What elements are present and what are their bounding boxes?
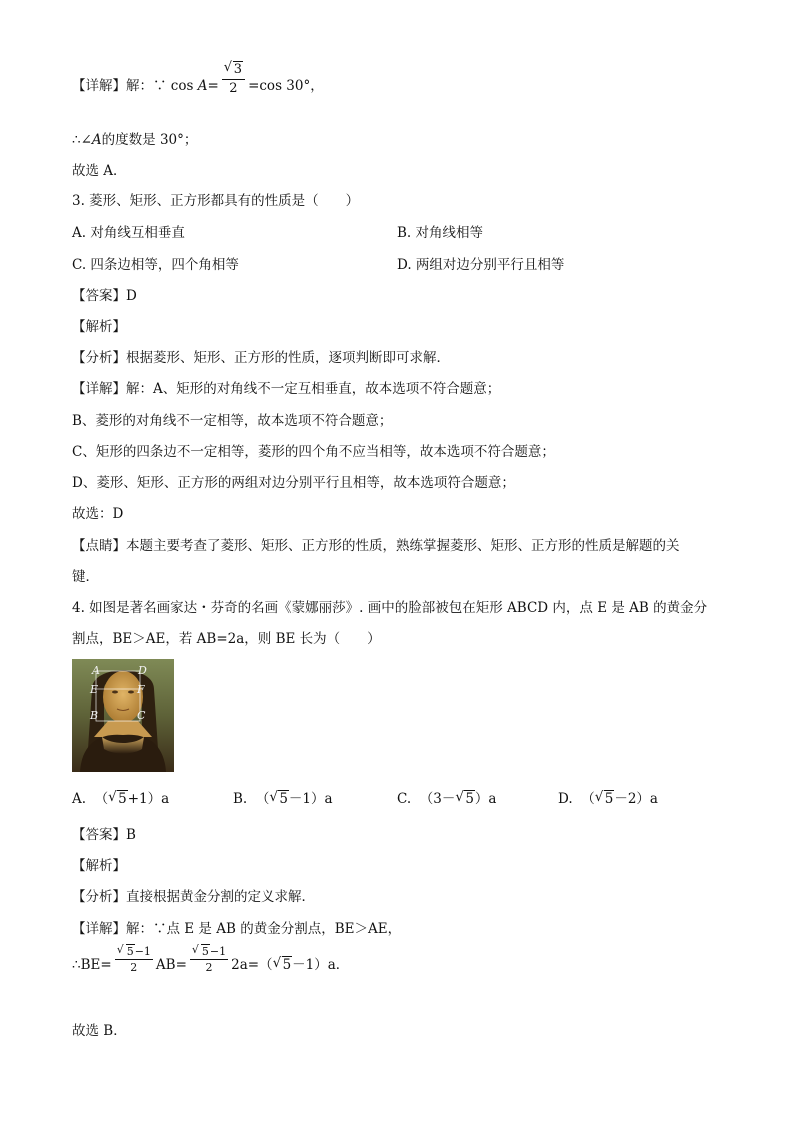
q4-choose: 故选 B． [72, 1023, 127, 1039]
q4-option-b: B. （ √ 5－1）a [233, 789, 333, 807]
q3-option-b: B. 对角线相等 [397, 225, 484, 241]
q3-option-d: D. 两组对边分别平行且相等 [397, 257, 565, 273]
sqrt-symbol: √ 5 [594, 789, 614, 807]
question-3-stem: 3. 菱形、矩形、正方形都具有的性质是（ ） [72, 193, 360, 209]
cos-text: cos [170, 78, 194, 94]
sqrt-symbol: √ 5 [269, 789, 288, 807]
golden-ratio-fraction-2: √ 5−1 2 [191, 943, 227, 974]
q3-detail-line-4: D、菱形、矩形、正方形的两组对边分别平行且相等，故本选项符合题意； [72, 475, 515, 491]
figure-label-b: B [90, 709, 99, 722]
q4-analysis-tag: 【解析】 [72, 858, 126, 874]
q4-formula-line: ∴BE= √ 5−1 2 AB= √ 5−1 2 2a=（ √ 5－1）a． [72, 943, 350, 974]
sqrt-symbol: √ 5 [108, 789, 127, 807]
question-4-stem-2: 割点，BE＞AE，若 AB=2a，则 BE 长为（ ） [72, 631, 381, 647]
detail-tag: 【详解】 [72, 78, 126, 94]
q3-comment-line-1: 【点睛】本题主要考查了菱形、矩形、正方形的性质，熟练掌握菱形、矩形、正方形的性质是解题的关 [72, 538, 680, 554]
sqrt-symbol: √ 3 [223, 60, 243, 77]
equals-1: = [207, 78, 219, 94]
detail-prefix: 解：∵ [126, 78, 167, 94]
q4-analysis: 【分析】直接根据黄金分割的定义求解． [72, 889, 315, 905]
var-a: A [197, 78, 208, 94]
q3-choose: 故选：D [72, 506, 124, 522]
q4-option-d: D. （ √ 5－2）a [558, 789, 658, 807]
fraction-sqrt3-over-2: √ 3 2 [222, 62, 245, 97]
figure-label-d: D [138, 664, 147, 677]
sqrt-symbol: √ 5 [455, 789, 474, 807]
figure-label-c: C [137, 709, 146, 722]
golden-ratio-fraction-1: √ 5−1 2 [116, 943, 151, 974]
q3-detail-line-2: B、菱形的对角线不一定相等，故本选项不符合题意； [72, 413, 393, 429]
equals-2: = [248, 78, 260, 94]
q4-option-c: C. （3－ √ 5）a [397, 789, 497, 807]
detail-line-cos: 【详解】解：∵ cos A= √ 3 2 =cos 30°， [72, 60, 324, 96]
q4-option-a: A. （ √ 5+1）a [72, 789, 170, 807]
mona-lisa-figure [72, 659, 174, 772]
q3-detail-line-1: 【详解】解：A、矩形的对角线不一定互相垂直，故本选项不符合题意； [72, 381, 501, 397]
q4-detail: 【详解】解：∵点 E 是 AB 的黄金分割点，BE＞AE， [72, 921, 402, 937]
q3-detail-line-3: C、矩形的四条边不一定相等，菱形的四个角不应当相等，故本选项不符合题意； [72, 444, 555, 460]
q3-analysis: 【分析】根据菱形、矩形、正方形的性质，逐项判断即可求解． [72, 350, 450, 366]
question-4-stem-1: 4. 如图是著名画家达・芬奇的名画《蒙娜丽莎》. 画中的脸部被包在矩形 ABCD 内，点 E 是 AB 的黄金分 [72, 600, 708, 616]
therefore-line: ∴∠A的度数是 30°； [72, 132, 198, 148]
q3-option-a: A. 对角线互相垂直 [72, 225, 185, 241]
q3-comment-line-2: 键． [72, 569, 99, 585]
q3-answer: 【答案】D [72, 288, 137, 304]
q3-option-c: C. 四条边相等，四个角相等 [72, 257, 239, 273]
cos30-text: cos 30° [259, 78, 311, 94]
figure-label-a: A [92, 664, 100, 677]
figure-label-e: E [90, 683, 99, 696]
q3-analysis-tag: 【解析】 [72, 319, 126, 335]
q4-answer: 【答案】B [72, 827, 136, 843]
sqrt-symbol: √ 5 [272, 955, 292, 973]
choose-a-line: 故选 A． [72, 163, 127, 179]
figure-label-f: F [137, 683, 145, 696]
